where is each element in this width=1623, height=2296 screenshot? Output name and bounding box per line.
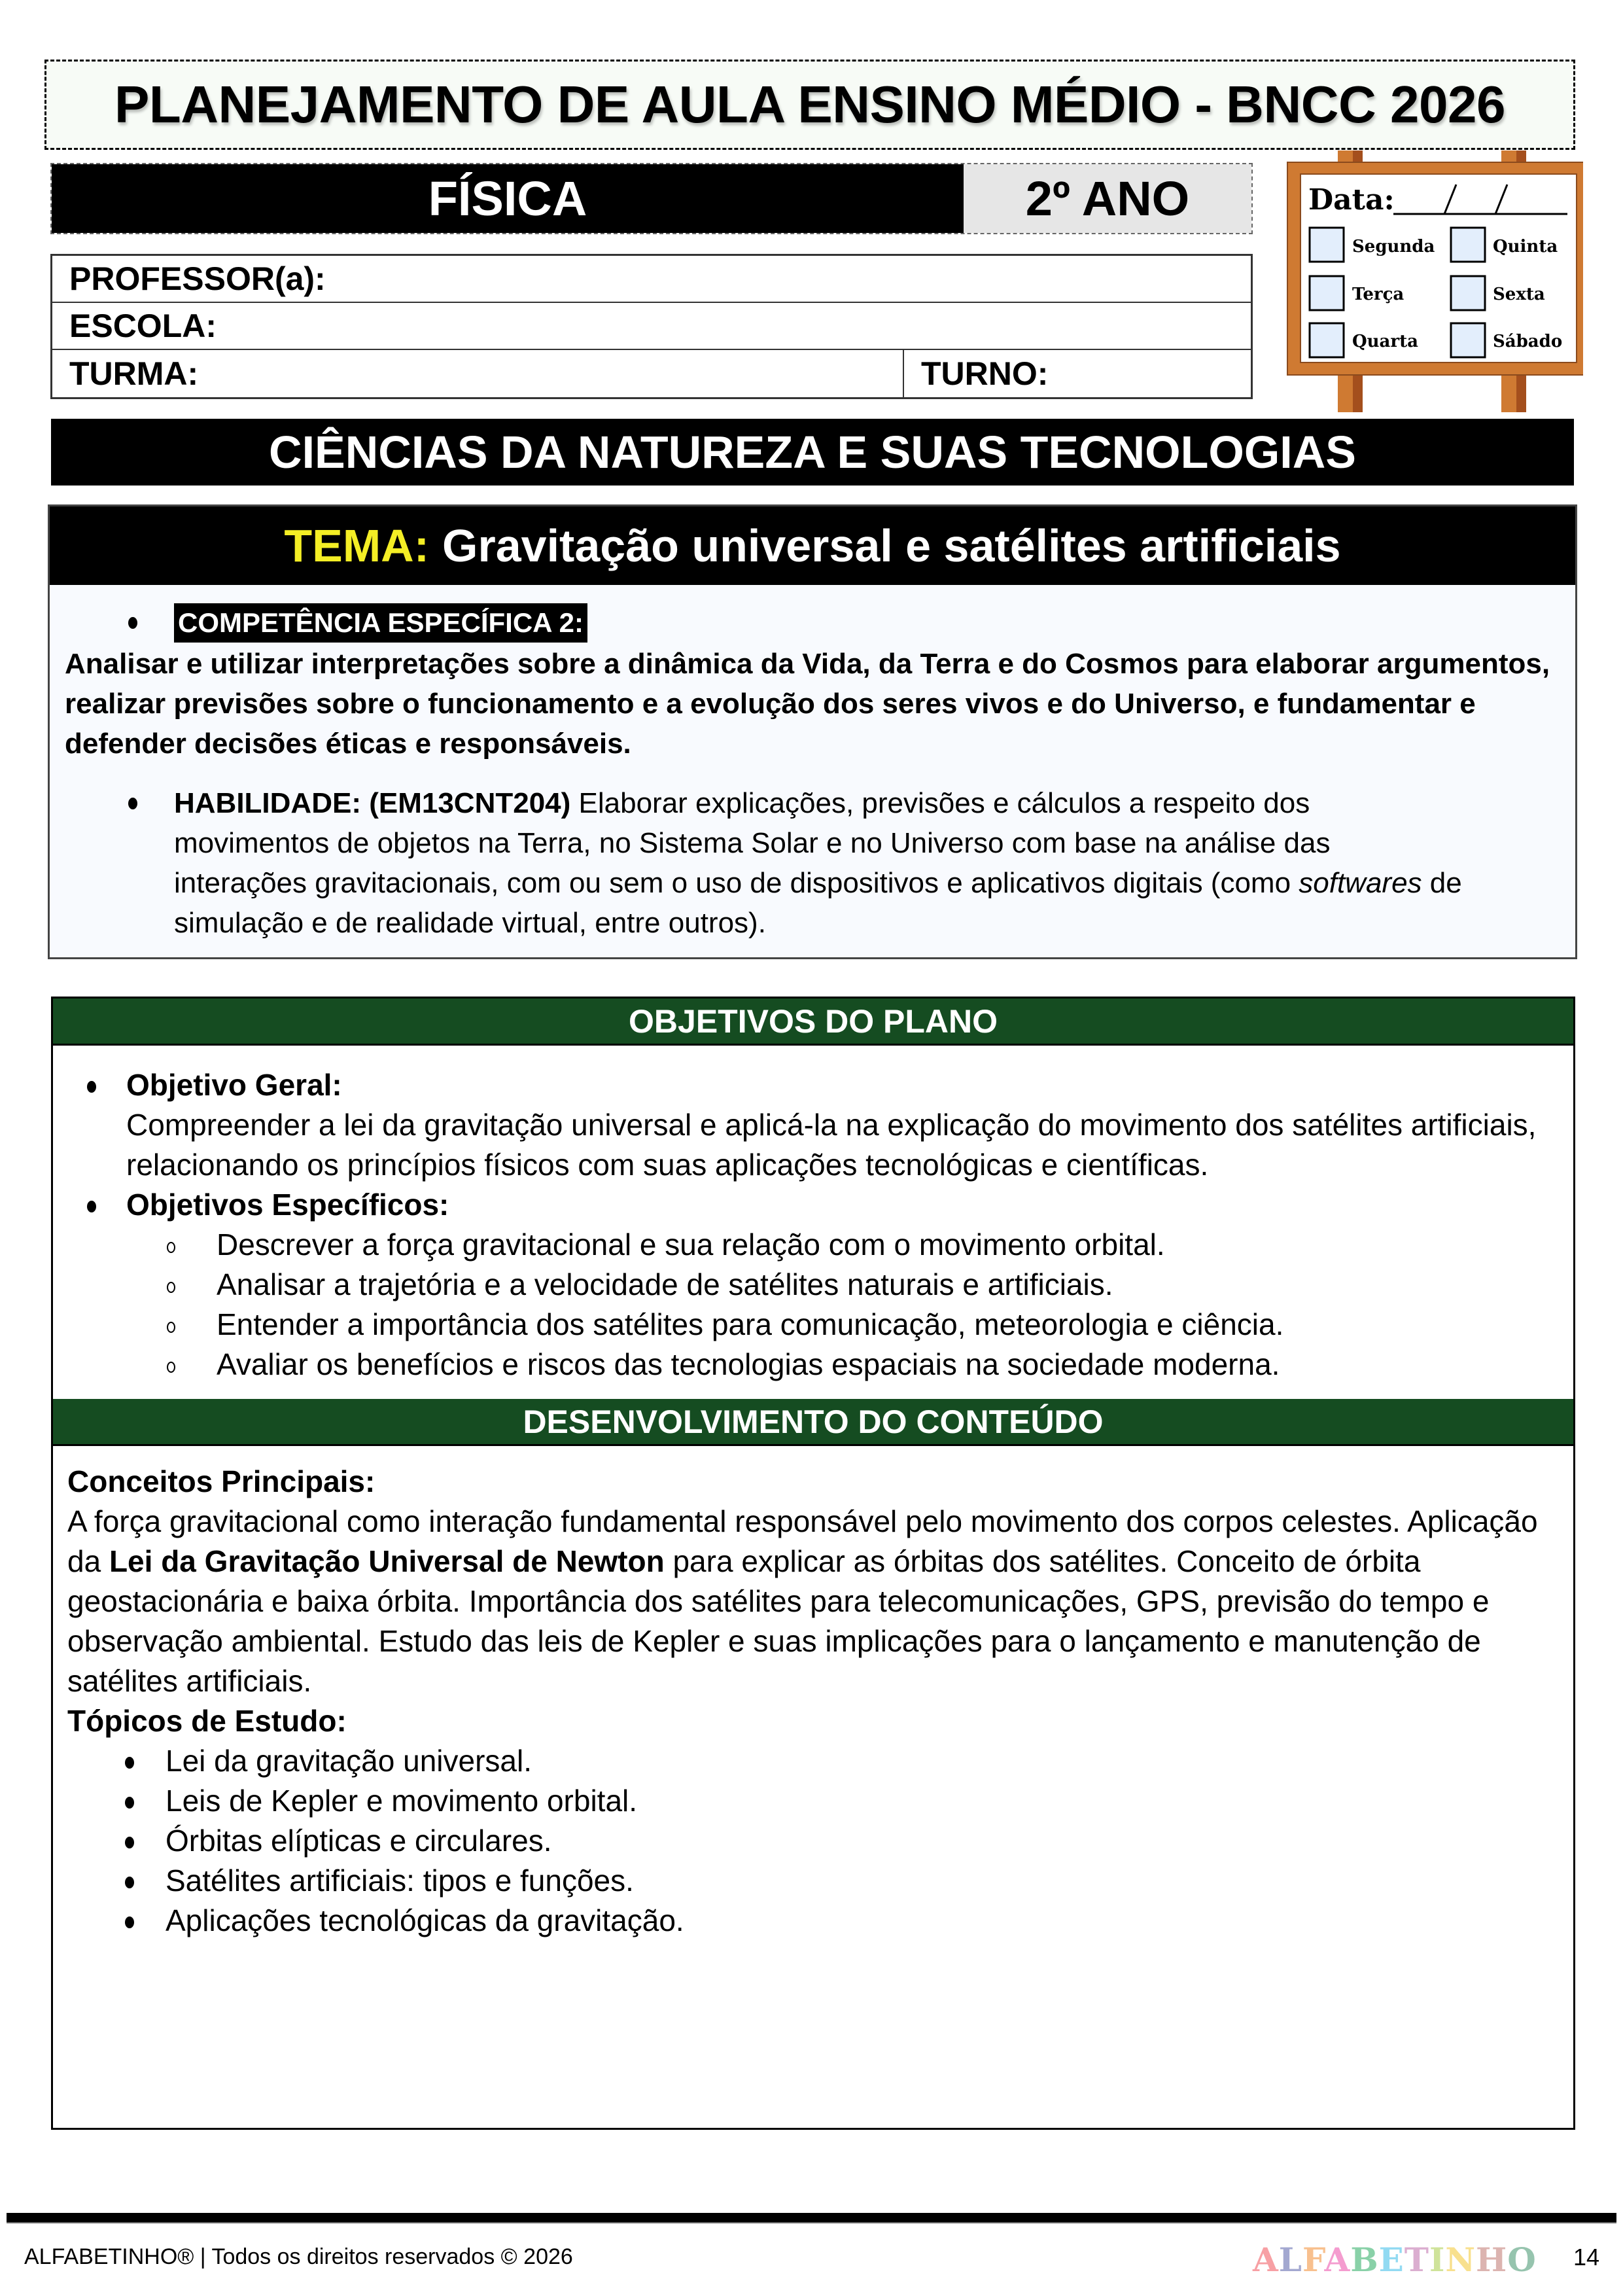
day-label-sabado: Sábado xyxy=(1493,332,1563,351)
teacher-info-table xyxy=(50,254,1253,399)
specific-objective-text: Entender a importância dos satélites para comunicação, meteorologia e ciência. xyxy=(217,1307,1284,1341)
skill-label: HABILIDADE: (EM13CNT204) xyxy=(174,787,571,819)
topic-text: Satélites artificiais: tipos e funções. xyxy=(166,1863,634,1898)
specific-objective-text: Analisar a trajetória e a velocidade de satélites naturais e artificiais. xyxy=(217,1267,1113,1301)
logo-letter: B xyxy=(1350,2240,1379,2279)
general-objective-label: Objetivo Geral: xyxy=(126,1068,342,1102)
class-label: TURMA: xyxy=(69,355,199,392)
date-label: Data: xyxy=(1308,183,1395,217)
circle-bullet-icon xyxy=(167,1322,175,1333)
competence-label: COMPETÊNCIA ESPECÍFICA 2: xyxy=(174,603,587,643)
theme-header xyxy=(50,506,1575,585)
topic-item xyxy=(67,1861,1573,1901)
skill-text-part: Elaborar explicações, previsões e cálculos a respeito dos movimentos de objetos na Terra, no Sistema Solar e no Universo com base na análise das interações gravitacionais, com ou sem o uso de dispositivos e aplicativos digitais (como xyxy=(174,787,1331,899)
logo-letter: H xyxy=(1476,2240,1508,2279)
checkbox-terca[interactable] xyxy=(1310,276,1344,310)
topic-text: Leis de Kepler e movimento orbital. xyxy=(166,1784,638,1818)
knowledge-area-banner xyxy=(51,419,1574,486)
checkbox-quarta[interactable] xyxy=(1310,323,1344,357)
day-label-segunda: Segunda xyxy=(1352,237,1435,256)
topic-item xyxy=(67,1821,1573,1861)
logo-letter: A xyxy=(1253,2240,1279,2279)
logo-letter: T xyxy=(1404,2240,1429,2279)
document-title: PLANEJAMENTO DE AULA ENSINO MÉDIO - BNCC 2026 xyxy=(114,75,1505,133)
theme-label: TEMA: xyxy=(284,520,430,571)
skill-text-part: de simulação e de realidade virtual, entre outros). xyxy=(174,867,1462,939)
school-field[interactable] xyxy=(52,303,1251,350)
skill-item xyxy=(128,783,1469,943)
specific-objective-text: Descrever a força gravitacional e sua relação com o movimento orbital. xyxy=(217,1227,1165,1262)
professor-label: PROFESSOR(a): xyxy=(69,260,326,297)
circle-bullet-icon xyxy=(167,1242,175,1253)
topic-text: Lei da gravitação universal. xyxy=(166,1744,532,1778)
document-title-banner xyxy=(44,60,1575,150)
concepts-text-part: A força gravitacional como interação fundamental responsável pelo movimento dos corpos celestes. Aplicação da xyxy=(67,1504,1538,1578)
topic-item xyxy=(67,1741,1573,1781)
bullet-icon xyxy=(125,1916,134,1928)
development-section xyxy=(53,1446,1573,1941)
circle-bullet-icon xyxy=(167,1282,175,1293)
concepts-text xyxy=(67,1502,1565,1701)
topic-text: Aplicações tecnológicas da gravitação. xyxy=(166,1903,684,1937)
topic-item xyxy=(67,1901,1573,1941)
bullet-icon xyxy=(125,1757,134,1769)
topic-item xyxy=(67,1781,1573,1821)
concepts-text-part: para explicar as órbitas dos satélites. Conceito de órbita geostacionária e baixa órbita. Importância dos satélites para telecomunicações, GPS, previsão do tempo e observação ambiental. Estudo das leis de Kepler e suas implicações para o lançamento e manutenção de satélites artificiais. xyxy=(67,1544,1490,1698)
checkbox-sabado[interactable] xyxy=(1451,323,1485,357)
date-board xyxy=(1276,150,1583,412)
knowledge-area-title: CIÊNCIAS DA NATUREZA E SUAS TECNOLOGIAS xyxy=(269,427,1356,478)
circle-bullet-icon xyxy=(167,1362,175,1373)
shift-field[interactable] xyxy=(904,350,1048,397)
day-label-terca: Terça xyxy=(1352,285,1405,304)
topics-label: Tópicos de Estudo: xyxy=(67,1704,347,1738)
specific-objectives xyxy=(126,1185,449,1225)
specific-objectives-label: Objetivos Específicos: xyxy=(126,1188,449,1222)
concepts-label: Conceitos Principais: xyxy=(67,1464,375,1498)
professor-field[interactable] xyxy=(52,256,1251,303)
competence-text: Analisar e utilizar interpretações sobre a dinâmica da Vida, da Terra e do Cosmos para elaborar argumentos, realizar previsões sobre o funcionamento e a evolução dos seres vivos e do Universo, e fundamentar e defender decisões éticas e responsáveis. xyxy=(65,648,1550,760)
footer-divider xyxy=(7,2213,1616,2223)
checkbox-sexta[interactable] xyxy=(1451,276,1485,310)
checkbox-quinta[interactable] xyxy=(1451,228,1485,262)
objectives-header: OBJETIVOS DO PLANO xyxy=(53,998,1573,1046)
checkbox-segunda[interactable] xyxy=(1310,228,1344,262)
bullet-icon xyxy=(125,1837,134,1848)
bullet-icon xyxy=(87,1201,96,1212)
shift-label: TURNO: xyxy=(921,355,1049,392)
specific-objective-item xyxy=(217,1265,1113,1305)
specific-objective-item xyxy=(217,1225,1165,1265)
day-label-sexta: Sexta xyxy=(1493,285,1545,304)
general-objective xyxy=(126,1065,1552,1185)
day-label-quarta: Quarta xyxy=(1352,332,1418,351)
brand-logo xyxy=(1253,2240,1537,2279)
bullet-icon xyxy=(128,617,137,629)
logo-letter: I xyxy=(1429,2240,1446,2279)
general-objective-text: Compreender a lei da gravitação universal e aplicá-la na explicação do movimento dos satélites artificiais, relacionando os princípios físicos com suas aplicações tecnológicas e científicas. xyxy=(126,1108,1537,1182)
date-board-graphic xyxy=(1276,150,1583,412)
school-label: ESCOLA: xyxy=(69,308,217,344)
logo-letter: L xyxy=(1278,2240,1302,2279)
theme-title: Gravitação universal e satélites artificiais xyxy=(442,520,1341,571)
logo-letter: E xyxy=(1378,2240,1405,2279)
subject-name: FÍSICA xyxy=(52,164,964,233)
specific-objective-item xyxy=(217,1345,1280,1385)
bullet-icon xyxy=(125,1797,134,1809)
grade-year: 2º ANO xyxy=(964,164,1251,233)
skill-text-italic: softwares xyxy=(1299,867,1422,899)
specific-objective-item xyxy=(217,1305,1283,1345)
concepts-text-bold: Lei da Gravitação Universal de Newton xyxy=(109,1544,665,1578)
objectives-section xyxy=(53,1046,1573,1399)
development-header: DESENVOLVIMENTO DO CONTEÚDO xyxy=(53,1399,1573,1446)
class-field[interactable] xyxy=(52,350,904,397)
specific-objective-text: Avaliar os benefícios e riscos das tecnologias espaciais na sociedade moderna. xyxy=(217,1347,1280,1381)
bullet-icon xyxy=(87,1081,96,1093)
page-number: 14 xyxy=(1573,2244,1600,2270)
theme-section xyxy=(48,504,1577,959)
logo-letter: F xyxy=(1302,2240,1325,2279)
plan-content-box xyxy=(51,997,1575,2130)
logo-letter: N xyxy=(1445,2240,1476,2279)
competence-heading xyxy=(128,603,587,643)
bullet-icon xyxy=(125,1877,134,1888)
logo-letter: A xyxy=(1324,2240,1351,2279)
skill-text xyxy=(174,783,1469,943)
subject-bar xyxy=(50,163,1253,234)
footer-copyright: ALFABETINHO® | Todos os direitos reservados © 2026 xyxy=(24,2244,573,2269)
logo-letter: O xyxy=(1507,2240,1537,2279)
day-label-quinta: Quinta xyxy=(1493,237,1558,256)
bullet-icon xyxy=(128,798,137,809)
topic-text: Órbitas elípticas e circulares. xyxy=(166,1824,552,1858)
class-shift-row xyxy=(52,350,1251,397)
